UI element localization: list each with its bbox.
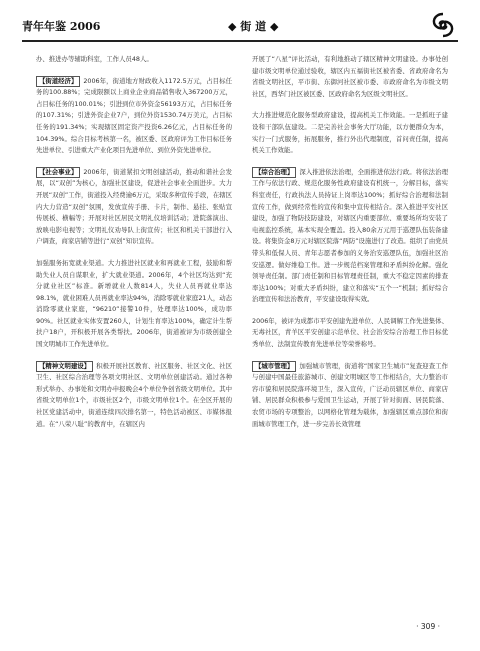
paragraph-text: 开展了“八星”评比活动，有利地推动了辖区精神文明建设。办事处创建市级文明单位通过验收，辖区内五福街社区被省委、省政府命名为省级文明社区，平市街、东御河社区被市委、市政府命名为市级文明社区，西华门社区被区委、区政府命名为区级文明社区。 [252, 55, 448, 98]
paragraph-social [36, 167, 232, 248]
page-number: · 309 · [416, 622, 440, 631]
section-title: ◆ 街 道 ◆ [228, 20, 279, 33]
paragraph-text: 大力推进规范化服务型政府建设，提高机关工作效能。一是抓班子建设和干部队伍建设。二是完善社会事务大厅功能，以方便群众为本，实行一门式服务，拓展服务，推行外出代理制度，首问责任制，提高机关工作效能。 [252, 111, 448, 155]
section-tag: 【综合治理】 [252, 167, 296, 178]
section-tag: 【城市管理】 [252, 361, 296, 372]
right-column [252, 54, 448, 440]
section-tag: 【街道经济】 [36, 76, 80, 87]
paragraph-text: 2006年，街道地方财政收入1172.5万元，占目标任务的100.88%；完成限额以上商业企业商品销售收入367200万元，占目标任务的100.01%；引进到位市外资金56193万元，占目标任务的107.31%；引进外资企业7户，到位外资1530.74万美元，占目标任务的191.34%；实现辖区固定资产投资6.26亿元，占目标任务的104.39%。综合目标考核第一名，被区委、区政府评为工作目标任务先进单位、引进重大产业化项目先进单位、到位外资先进单位。 [36, 76, 232, 155]
paragraph-economy [36, 76, 232, 157]
paragraph-civilization [36, 361, 232, 431]
paragraph [252, 54, 448, 100]
paragraph-text: 深入推进依法治理，全面推进依法行政。将依法治理工作与依法行政、规范化服务性政府建设有机统一，分解目标，落实科室责任，行政执法人员持证上岗率达100%；抓好综合治理和法制宣传工作，做到经常性的宣传和集中宣传相结合。深入推进平安社区建设，加强了物防技防建设，对辖区内重要部位、重要场所均安装了电视监控系统，基本实现全覆盖。投入80余万元用于巡逻队伍装备建设。将集资金8万元对辖区院落“两防”设施进行了改造。组织了由党员带头和低保人员、青年志愿者参加的义务治安巡逻队伍，加强社区治安巡逻。做好维稳工作。进一步规范档案管理和矛盾纠纷化解。强化领导责任制。部门责任制和目标管理责任制，重大不稳定因素的排查率达100%；对重大矛盾纠纷，建立和落实“五个一”机制；抓好综合治理宣传和法治教育，平安建设取得实效。 [252, 167, 449, 304]
paragraph-city-management [252, 361, 448, 431]
paragraph-text: 2006年，被评为成都市平安创建先进单位、人民调解工作先进集体、无毒社区，青羊区平安创建示范单位、社会治安综合治理工作目标优秀单位、法制宣传教育先进单位等荣誉称号。 [252, 316, 448, 349]
paragraph-text: 积极开展社区教育、社区服务、社区文化、社区卫生、社区综合治理等各项文明社区、文明单位创建活动。通过各种形式举办、办事处和文明办申报晚会4个单位争创省级文明单位。其中省级文明单位1个，市级社区2个，市级文明单位1个。在全区开展的社区党建活动中，街道连续四次排名第一，特色活动被区、市媒体报道。在“八荣八耻”的教育中，在辖区内 [36, 361, 232, 428]
paragraph [252, 316, 448, 351]
swirl-logo-icon [428, 10, 458, 40]
paragraph-governance [252, 167, 448, 306]
left-column [36, 54, 232, 440]
paragraph [36, 54, 232, 66]
page-header [22, 12, 458, 42]
paragraph-text: 办、推进办等辅助科室，工作人员48人。 [36, 55, 153, 63]
header-rule [22, 40, 458, 42]
paragraph [252, 110, 448, 156]
paragraph-text: 加强服务拓宽就业渠道。大力推进社区就业和再就业工程，鼓励和帮助失业人员自谋职业，扩大就业渠道。2006年，4个社区均达到“充分就业社区”标准。新增就业人数814人，失业人员再就业率达98.1%，就业困难人员再就业率达94%，消除零就业家庭21人，动态消除零就业家庭，“96210”接警10件，处理率达100%，成功率90%。社区就业实体安置260人，计划生育率达100%，确定计生帮扶户18户，开积极开展各类帮扶。2006年，街道被评为市级创建全国文明城市工作先进单位。 [36, 258, 233, 349]
paragraph-text: 加强城市管理，街道将“国家卫生城市”复查迎查工作与创建中国最佳旅游城市、创建文明城区等工作相结合，大力整治市容市貌和居民院落环境卫生，深入宣传，广泛动员辖区单位、商家店铺、居民群众积极参与爱国卫生运动，开展了针对街面、居民院落、农贸市场的专项整治，以网格化管理为载体，加强辖区重点部位和街面城市管理工作，进一步完善长效管理 [252, 361, 448, 428]
section-tag: 【社会事业】 [36, 167, 80, 178]
paragraph [36, 258, 232, 351]
book-title: 青年年鉴 2006 [22, 20, 101, 33]
section-tag: 【精神文明建设】 [36, 361, 93, 372]
paragraph-text: 2006年，街道紧扣文明创建活动，推动和谐社会发展，以“双创”为核心，加强社区建设，促进社会事业全面进步。大力开展“双创”工作，街道投入经费逾6万元，采取多种宣传手段，在辖区内大力营造“双创”氛围，发放宣传手册、卡片，制作、悬挂、张贴宣传展板、横幅等；开展对社区居民文明礼仪培训活动；进院落演出、放映电影电视等；文明礼仪劝导队上街宣传；社区和机关干部进行入户调查，商家店铺等进行“双创”知识宣传。 [36, 167, 233, 246]
